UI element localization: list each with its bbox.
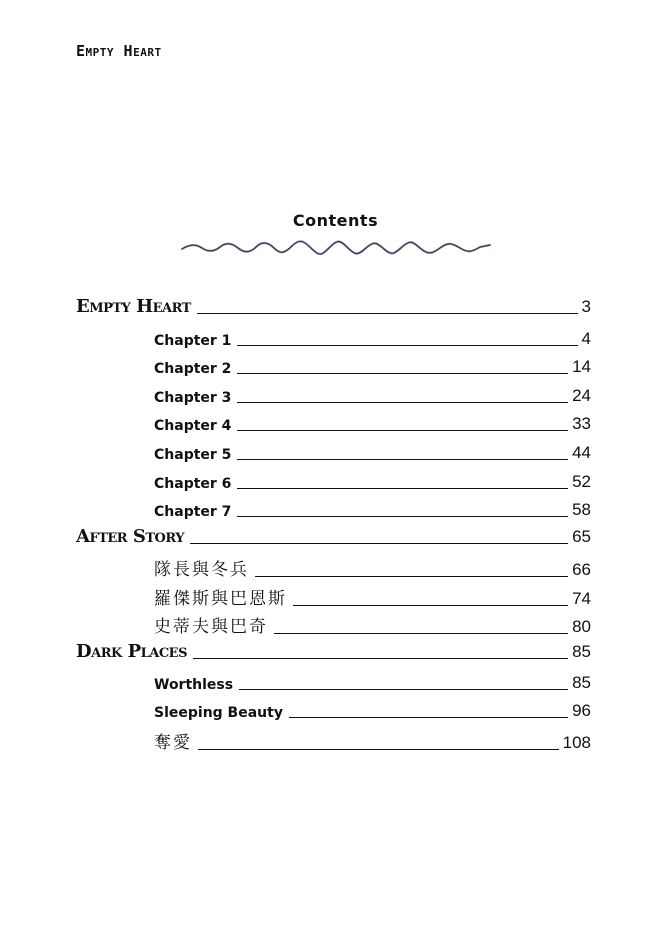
toc-entry-captain-and-winter-soldier[interactable] [154,555,591,580]
toc-entry-chapter-7[interactable] [154,500,591,520]
toc-page-number: 4 [581,329,591,348]
toc-page-number: 24 [572,386,591,405]
toc-entry-label: Dark Places [76,641,187,662]
toc-leader-line [239,688,568,690]
toc-page-number: 52 [572,472,591,491]
toc-page-number: 33 [572,414,591,433]
toc-entry-after-story[interactable] [76,526,591,547]
toc-page-number: 85 [572,673,591,692]
toc-entry-empty-heart[interactable] [76,296,591,317]
toc-leader-line [237,429,568,431]
toc-page-number: 108 [562,733,591,752]
toc-entry-label: 史蒂夫與巴奇 [154,617,268,637]
running-header: Empty Heart [76,42,162,60]
toc-entry-label: Chapter 7 [154,504,232,520]
toc-leader-line [193,657,568,659]
toc-entry-label: Chapter 1 [154,333,232,349]
toc-page-number: 74 [572,589,591,608]
toc-leader-line [237,515,568,517]
toc-entry-chapter-5[interactable] [154,443,591,463]
toc-page-number: 65 [572,527,591,546]
toc-entry-label: Chapter 2 [154,361,232,377]
toc-entry-label: Worthless [154,677,234,693]
toc-entry-label: Empty Heart [76,296,191,317]
toc-entry-label: Chapter 6 [154,476,232,492]
toc-page-number: 58 [572,500,591,519]
toc-entry-chapter-1[interactable] [154,329,591,349]
toc-page-number: 14 [572,357,591,376]
toc-entry-snatched-love[interactable] [154,728,591,753]
toc-entry-label: Sleeping Beauty [154,705,283,721]
toc-entry-label: 羅傑斯與巴恩斯 [154,589,287,609]
toc-entry-dark-places[interactable] [76,641,591,662]
toc-leader-line [289,716,568,718]
toc-entry-label: 隊長與冬兵 [154,560,249,580]
toc-page-number: 96 [572,701,591,720]
toc-entry-sleeping-beauty[interactable] [154,701,591,721]
toc-leader-line [274,632,568,634]
toc-leader-line [237,401,568,403]
toc-leader-line [237,458,568,460]
wavy-divider-icon [180,236,492,260]
toc-leader-line [237,344,577,346]
toc-entry-label: After Story [76,526,185,547]
toc-entry-label: Chapter 3 [154,390,232,406]
toc-leader-line [255,575,568,577]
toc-page-number: 44 [572,443,591,462]
toc-entry-chapter-6[interactable] [154,472,591,492]
toc-page-number: 85 [572,642,591,661]
toc-entry-chapter-2[interactable] [154,357,591,377]
toc-leader-line [293,604,568,606]
toc-leader-line [198,748,559,750]
toc-leader-line [237,372,568,374]
toc-leader-line [197,312,578,314]
toc-entry-steve-and-bucky[interactable] [154,612,591,637]
toc-entry-label: 奪愛 [154,733,192,753]
toc-page-number: 80 [572,617,591,636]
toc-entry-chapter-4[interactable] [154,414,591,434]
toc-entry-chapter-3[interactable] [154,386,591,406]
toc-entry-rogers-and-barnes[interactable] [154,584,591,609]
toc-entry-label: Chapter 4 [154,418,232,434]
toc-page-number: 66 [572,560,591,579]
toc-leader-line [190,542,568,544]
toc-entry-worthless[interactable] [154,673,591,693]
toc-page-number: 3 [581,297,591,316]
page-title: Contents [292,211,379,230]
toc-entry-label: Chapter 5 [154,447,232,463]
toc-leader-line [237,487,568,489]
